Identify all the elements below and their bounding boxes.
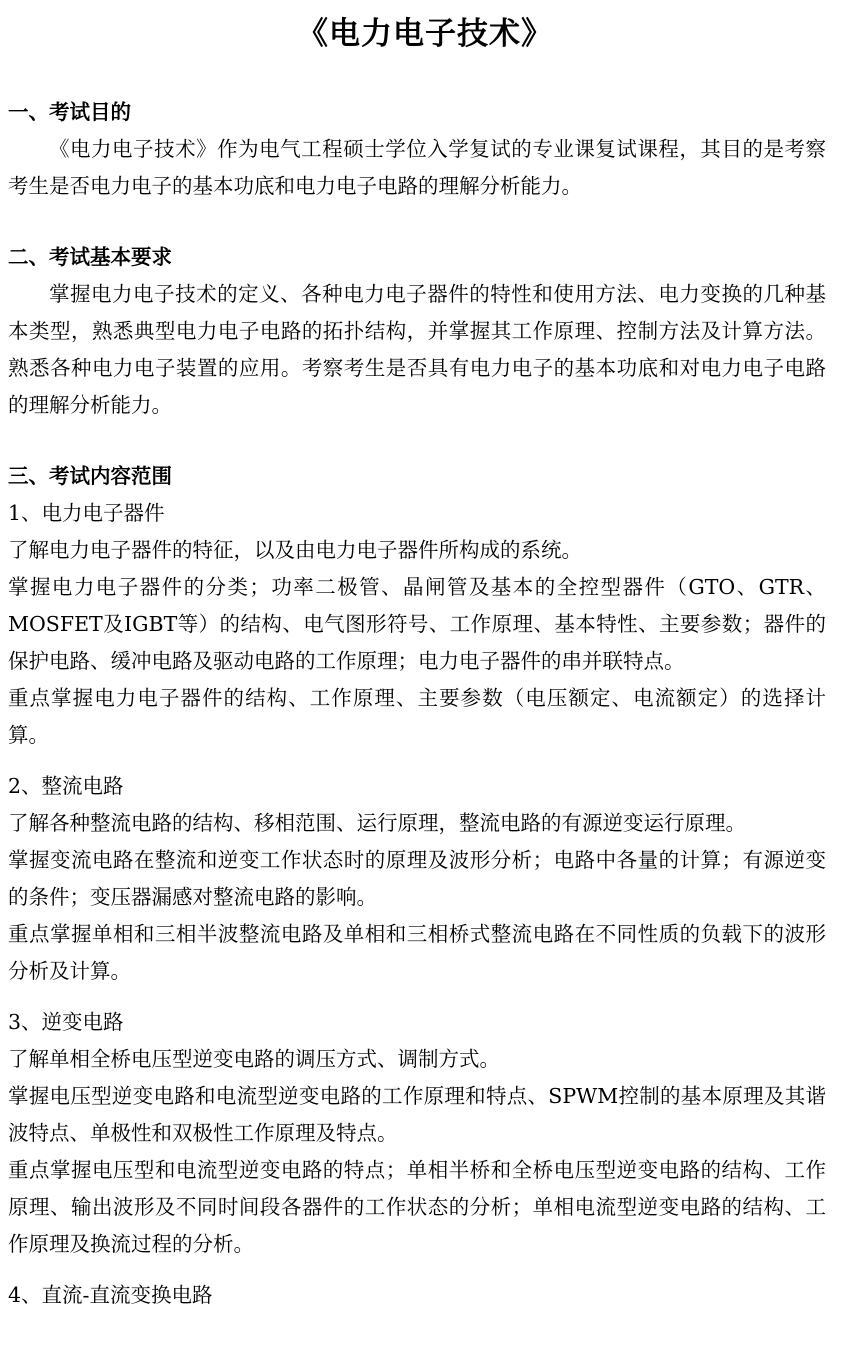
document-body <box>8 94 826 1314</box>
topic-paragraph: 了解单相全桥电压型逆变电路的调压方式、调制方式。 <box>8 1047 500 1071</box>
section-spacer <box>8 424 826 458</box>
topic-title-power-devices: 1、电力电子器件 <box>8 501 165 525</box>
topic-paragraph: 掌握变流电路在整流和逆变工作状态时的原理及波形分析；电路中各量的计算；有源逆变的条件；变压器漏感对整流电路的影响。 <box>8 848 826 909</box>
topic-paragraph: 重点掌握单相和三相半波整流电路及单相和三相桥式整流电路在不同性质的负载下的波形分析及计算。 <box>8 922 826 983</box>
topic-spacer <box>8 990 826 1004</box>
topic-paragraph: 了解电力电子器件的特征，以及由电力电子器件所构成的系统。 <box>8 538 582 562</box>
section-heading-basic-requirements: 二、考试基本要求 <box>8 245 172 269</box>
topic-paragraph: 掌握电力电子器件的分类；功率二极管、晶闸管及基本的全控型器件（GTO、GTR、MOSFET及IGBT等）的结构、电气图形符号、工作原理、基本特性、主要参数；器件的保护电路、缓冲电路及驱动电路的工作原理；电力电子器件的串并联特点。 <box>8 575 826 673</box>
topic-paragraph: 了解各种整流电路的结构、移相范围、运行原理，整流电路的有源逆变运行原理。 <box>8 811 746 835</box>
topic-spacer <box>8 1263 826 1277</box>
section-heading-exam-purpose: 一、考试目的 <box>8 100 131 124</box>
section-spacer <box>8 205 826 239</box>
topic-paragraph: 重点掌握电力电子器件的结构、工作原理、主要参数（电压额定、电流额定）的选择计算。 <box>8 686 826 747</box>
topic-title-rectifier: 2、整流电路 <box>8 774 124 798</box>
topic-paragraph: 掌握电压型逆变电路和电流型逆变电路的工作原理和特点、SPWM控制的基本原理及其谐波特点、单极性和双极性工作原理及特点。 <box>8 1084 826 1145</box>
exam-purpose-paragraph: 《电力电子技术》作为电气工程硕士学位入学复试的专业课复试课程，其目的是考察考生是否电力电子的基本功底和电力电子电路的理解分析能力。 <box>8 137 826 198</box>
topic-title-inverter: 3、逆变电路 <box>8 1010 124 1034</box>
basic-requirements-paragraph: 掌握电力电子技术的定义、各种电力电子器件的特性和使用方法、电力变换的几种基本类型，熟悉典型电力电子电路的拓扑结构，并掌握其工作原理、控制方法及计算方法。熟悉各种电力电子装置的应用。考察考生是否具有电力电子的基本功底和对电力电子电路的理解分析能力。 <box>8 282 826 417</box>
topic-title-dc-dc: 4、直流-直流变换电路 <box>8 1283 213 1307</box>
document-title: 《电力电子技术》 <box>297 16 553 52</box>
topic-paragraph: 重点掌握电压型和电流型逆变电路的特点；单相半桥和全桥电压型逆变电路的结构、工作原理、输出波形及不同时间段各器件的工作状态的分析；单相电流型逆变电路的结构、工作原理及换流过程的分析。 <box>8 1158 826 1256</box>
section-heading-content-scope: 三、考试内容范围 <box>8 464 172 488</box>
topic-spacer <box>8 754 826 768</box>
